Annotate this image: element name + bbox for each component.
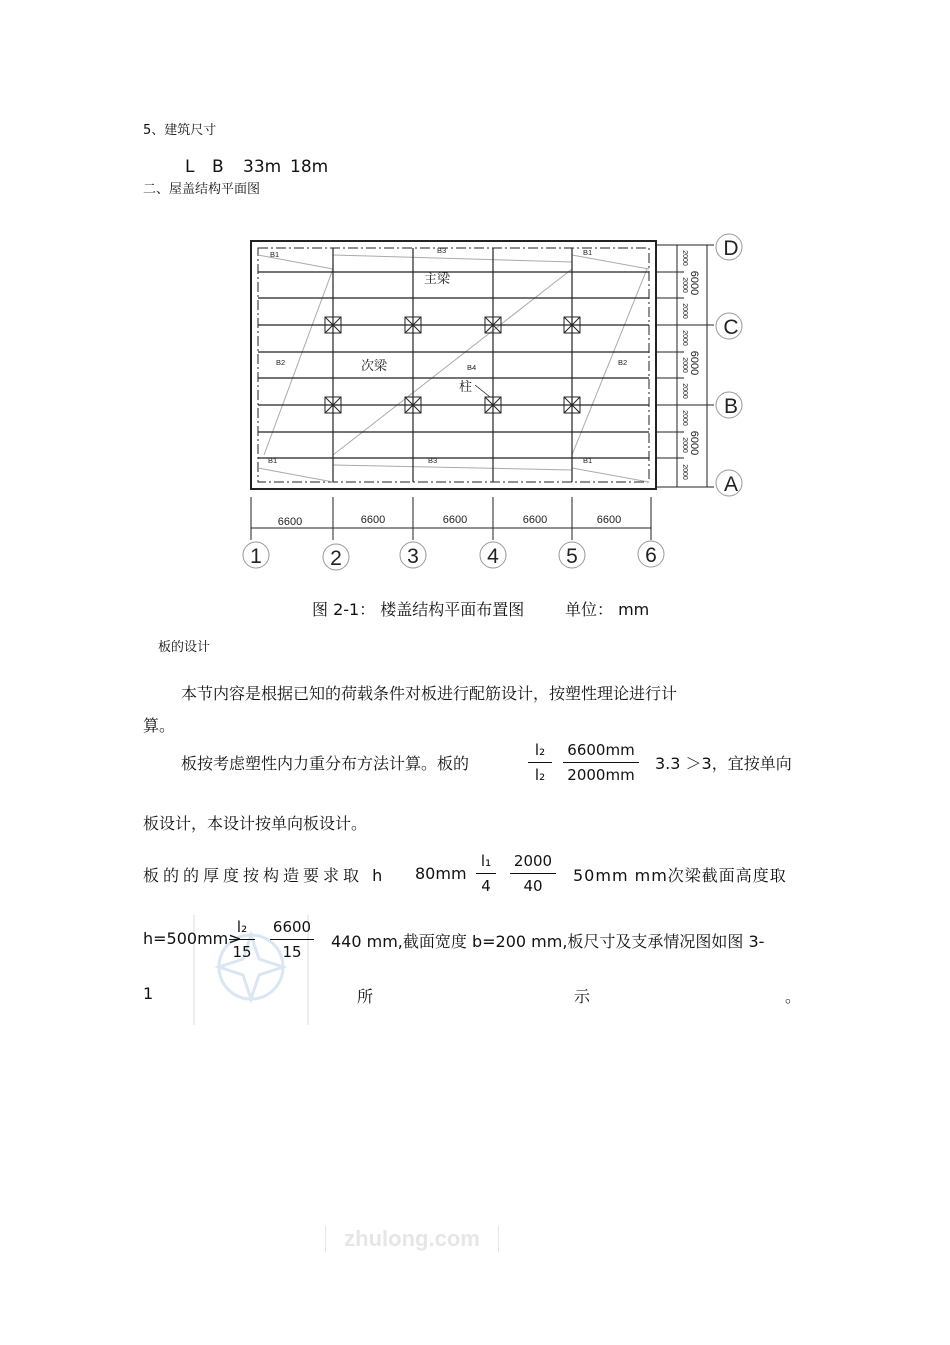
span-dimension: 6600	[522, 514, 548, 526]
axis-label-row: D	[723, 237, 739, 260]
numerator: l₂	[534, 741, 546, 759]
heading-building-size: 5、建筑尺寸	[143, 123, 217, 138]
slab-label: B1	[268, 456, 278, 465]
small-dimension: 2000	[681, 277, 688, 293]
small-dimension: 2000	[681, 303, 688, 319]
span-dimension: 6600	[277, 516, 303, 528]
fraction-ratio-values	[563, 741, 639, 784]
span-dimension-vertical: 6000	[688, 430, 700, 456]
denominator: l₂	[534, 766, 546, 784]
axis-label-row: C	[723, 316, 739, 339]
span-dimension: 6600	[596, 514, 622, 526]
slab-label: B2	[618, 358, 628, 367]
slab-label: B3	[437, 246, 447, 255]
small-dimension: 2000	[681, 250, 688, 266]
small-dimension: 2000	[681, 437, 688, 453]
axis-label-col: 4	[487, 545, 499, 568]
small-dimension: 2000	[681, 330, 688, 346]
secondary-beam-label: 次梁	[361, 358, 388, 373]
figure-caption: 图 2-1： 楼盖结构平面布置图	[312, 600, 525, 619]
heading-roof-plan: 二、屋盖结构平面图	[143, 182, 261, 197]
main-beam-label: 主梁	[424, 271, 451, 286]
axis-label-row: A	[723, 473, 739, 496]
paragraph-intro-line1: 本节内容是根据已知的荷载条件对板进行配筋设计，按塑性理论进行计	[181, 684, 678, 703]
dim-B: B	[212, 157, 224, 177]
figure-unit: 单位： mm	[565, 600, 650, 619]
slab-label: B1	[583, 456, 593, 465]
denominator: 40	[523, 877, 543, 895]
slab-label: B1	[583, 248, 593, 257]
fraction-thickness-values	[510, 852, 556, 895]
dim-length: 33m	[243, 157, 282, 177]
fraction-beam-symbol	[229, 918, 255, 961]
beam-height-head: h=500mm>	[143, 929, 242, 948]
span-dimension: 6600	[360, 514, 386, 526]
fraction-beam-values	[270, 918, 314, 961]
axis-label-row: B	[723, 395, 739, 418]
watermark-text: zhulong.com	[344, 1226, 480, 1251]
secondary-beams	[258, 272, 649, 458]
slab-label: B1	[270, 250, 280, 259]
span-dimension-vertical: 6000	[688, 270, 700, 296]
numerator: 2000	[513, 852, 553, 870]
ratio-result: 3.3 ＞3，宜按单向	[655, 754, 792, 773]
fraction-thickness-symbol	[476, 852, 496, 895]
denominator: 15	[282, 943, 302, 961]
slab-thickness-value: 80mm	[415, 864, 467, 883]
paragraph-end-d: 。	[785, 987, 802, 1006]
numerator: l₁	[480, 852, 492, 870]
span-dimension: 6600	[442, 514, 468, 526]
paragraph-calc-line2: 板设计，本设计按单向板设计。	[143, 814, 368, 833]
outer-wall	[251, 241, 656, 489]
axis-label-col: 2	[330, 547, 342, 570]
numerator: 6600mm	[567, 741, 635, 759]
slab-diagonals	[258, 255, 649, 482]
watermark-box	[325, 1226, 499, 1252]
floor-plan-drawing	[0, 0, 950, 600]
axis-label-col: 6	[645, 544, 657, 567]
fraction-ratio-symbol	[528, 741, 552, 784]
dim-width: 18m	[290, 157, 329, 177]
axis-label-col: 3	[407, 545, 419, 568]
dim-L: L	[185, 157, 195, 177]
paragraph-intro-line2: 算。	[143, 716, 176, 735]
numerator: 6600	[272, 918, 312, 936]
small-dimension: 2000	[681, 383, 688, 399]
denominator: 15	[232, 943, 252, 961]
axis-label-col: 5	[566, 545, 578, 568]
denominator: 2000mm	[567, 766, 635, 784]
paragraph-end-a: 1	[143, 984, 154, 1003]
span-dimension-vertical: 6000	[688, 350, 700, 376]
small-dimension: 2000	[681, 410, 688, 426]
beam-height-tail: 440 mm,截面宽度 b=200 mm,板尺寸及支承情况图如图 3-	[331, 932, 765, 951]
slab-label: B3	[428, 456, 438, 465]
small-dimension: 2000	[681, 357, 688, 373]
paragraph-calc-text: 板按考虑塑性内力重分布方法计算。板的	[181, 754, 470, 773]
slab-label: B2	[276, 358, 286, 367]
inner-wall	[258, 248, 649, 482]
column-label: 柱	[459, 379, 473, 394]
paragraph-end-c: 示	[574, 987, 591, 1006]
numerator: l₂	[236, 918, 248, 936]
paragraph-end-b: 所	[357, 987, 374, 1006]
axis-label-col: 1	[250, 545, 262, 568]
slab-thickness-tail: 50mm mm次梁截面高度取	[573, 866, 787, 885]
denominator: 4	[481, 877, 491, 895]
slab-thickness-text: 板的的厚度按构造要求取 h	[143, 866, 387, 885]
heading-slab-design: 板的设计	[158, 640, 211, 655]
small-dimension: 2000	[681, 464, 688, 480]
slab-label: B4	[467, 363, 477, 372]
